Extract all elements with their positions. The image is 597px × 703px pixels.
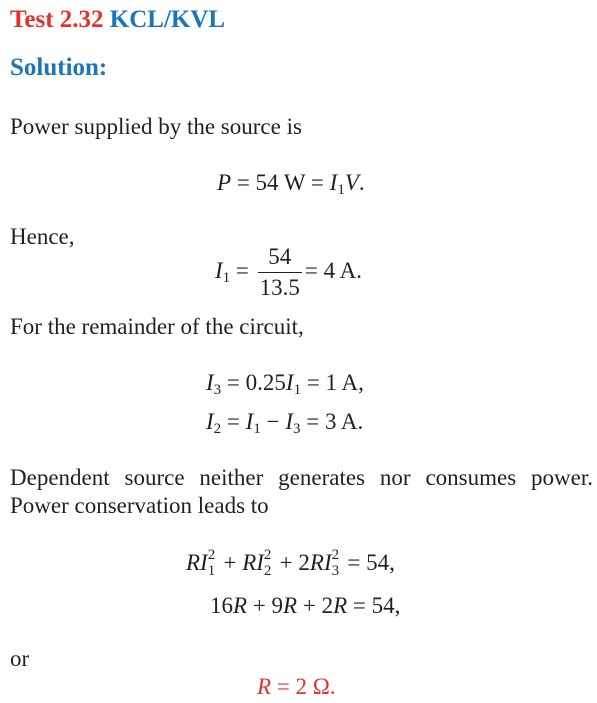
i2-equals: = [221,409,246,434]
power-equation [217,168,365,197]
i1-subscript: 1 [222,269,231,286]
power-sum-result: = 54, [341,550,395,575]
i2-i3-subscript: 3 [292,421,301,437]
coef-16: 16 [210,593,233,618]
equation-period: . [358,170,365,195]
answer-value: = 2 Ω. [271,674,336,699]
term1-sub: 1 [207,563,216,580]
i2-subscript: 2 [213,421,222,437]
test-topic: KCL/KVL [109,6,226,33]
power-conservation-text: Power conservation leads to [10,493,269,518]
power-symbol: P [217,170,232,195]
i3-symbol: I [206,370,214,395]
term1-sup: 2 [207,547,216,564]
term2-ri: RI [242,550,264,575]
plus-one: + [217,550,243,575]
i3-coefficient: = 0.25 [221,370,286,395]
r-symbol-1: R [233,593,248,618]
fraction-numerator: 54 [258,244,302,273]
term1-indices [207,547,218,580]
i3-equation [206,368,364,397]
solution-heading: Solution: [10,54,108,81]
combined-equation [210,591,400,620]
test-title [10,4,225,36]
term2-sub: 2 [263,563,272,580]
power-sum-equation [186,548,395,579]
term2-sup: 2 [263,547,272,564]
r-symbol-3: R [333,593,348,618]
i1-result: = 4 A. [304,257,362,283]
term1-ri: RI [186,550,208,575]
term2-indices [263,547,274,580]
current-subscript: 1 [337,182,345,198]
power-value: = 54 W = [231,170,330,195]
voltage-symbol: V [344,170,359,195]
i1-equals: = [230,257,255,283]
term3-indices [331,547,342,580]
dependent-source-text: Dependent source neither generates nor consumes power. [10,465,593,490]
i3-subscript: 3 [213,382,222,398]
term3-sub: 3 [331,563,340,580]
i3-i1-subscript: 1 [293,382,302,398]
plus-2: + 2 [297,593,334,618]
i3-i1-symbol: I [285,370,294,395]
final-answer [257,672,336,701]
i2-equation [206,407,363,436]
r-symbol-2: R [283,593,298,618]
intro-text: Power supplied by the source is [10,114,302,139]
i3-result: = 1 A, [301,370,364,395]
combined-result: = 54, [347,593,401,618]
term3-ri: RI [309,550,332,575]
i2-i1-symbol: I [245,409,254,434]
answer-r-symbol: R [257,674,272,699]
i2-i3-symbol: I [285,409,293,434]
term3-sup: 2 [331,547,340,564]
i1-symbol: I [215,257,223,283]
plus-9: + 9 [247,593,284,618]
plus-two: + 2 [273,550,310,575]
fraction-denominator: 13.5 [259,275,300,300]
current-symbol: I [329,170,338,195]
i2-i1-subscript: 1 [253,421,261,437]
i1-equation [215,244,362,301]
remainder-text: For the remainder of the circuit, [10,314,304,339]
or-text: or [10,646,30,671]
i2-symbol: I [206,409,214,434]
i1-fraction [258,244,302,301]
test-number: Test 2.32 [10,6,104,33]
i2-minus: − [260,409,286,434]
i2-result: = 3 A. [300,409,364,434]
hence-text: Hence, [10,224,75,249]
